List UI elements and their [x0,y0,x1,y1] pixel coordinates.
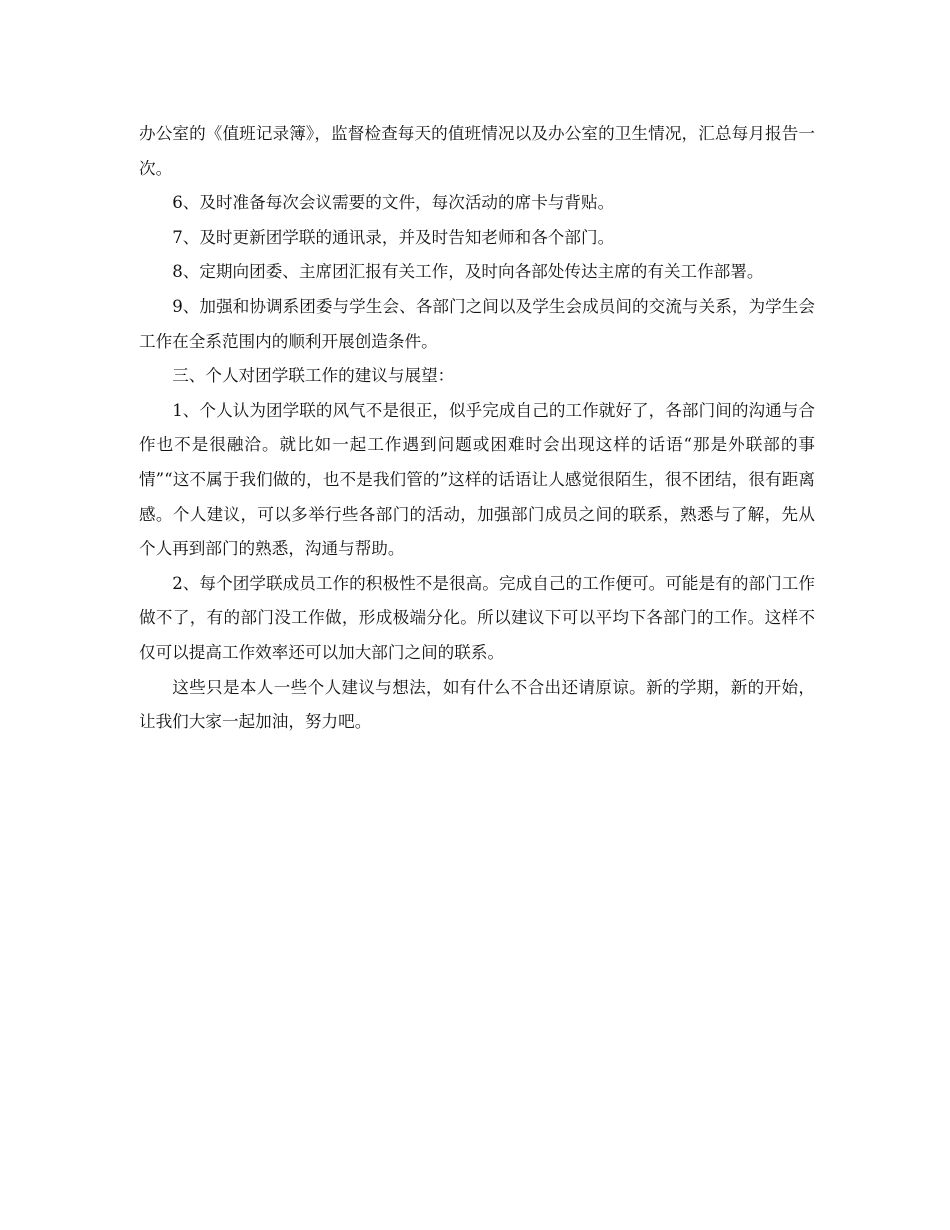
paragraph-item-9: 9、加强和协调系团委与学生会、各部门之间以及学生会成员间的交流与关系，为学生会工作在全系范围内的顺利开展创造条件。 [139,296,815,351]
paragraph-suggestion-2: 2、每个团学联成员工作的积极性不是很高。完成自己的工作便可。可能是有的部门工作做不了，有的部门没工作做，形成极端分化。所以建议下可以平均下各部门的工作。这样不仅可以提高工作效率还可以加大部门之间的联系。 [139,573,815,662]
paragraph-continuation: 办公室的《值班记录簿》，监督检查每天的值班情况以及办公室的卫生情况，汇总每月报告一次。 [139,124,815,178]
paragraph-item-8: 8、定期向团委、主席团汇报有关工作，及时向各部处传达主席的有关工作部署。 [172,262,764,282]
paragraph-item-6: 6、及时准备每次会议需要的文件，每次活动的席卡与背贴。 [172,193,615,213]
document-body [139,117,815,740]
section-heading-3: 三、个人对团学联工作的建议与展望： [172,366,455,386]
paragraph-closing: 这些只是本人一些个人建议与想法，如有什么不合出还请原谅。新的学期，新的开始，让我们大家一起加油，努力吧。 [139,677,815,732]
paragraph-suggestion-1: 1、个人认为团学联的风气不是很正，似乎完成自己的工作就好了，各部门间的沟通与合作也不是很融洽。就比如一起工作遇到问题或困难时会出现这样的话语“那是外联部的事情”“这不属于我们做的，也不是我们管的”这样的话语让人感觉很陌生，很不团结，很有距离感。个人建议，可以多举行些各部门的活动，加强部门成员之间的联系，熟悉与了解，先从个人再到部门的熟悉，沟通与帮助。 [139,400,815,559]
paragraph-item-7: 7、及时更新团学联的通讯录，并及时告知老师和各个部门。 [172,227,615,247]
